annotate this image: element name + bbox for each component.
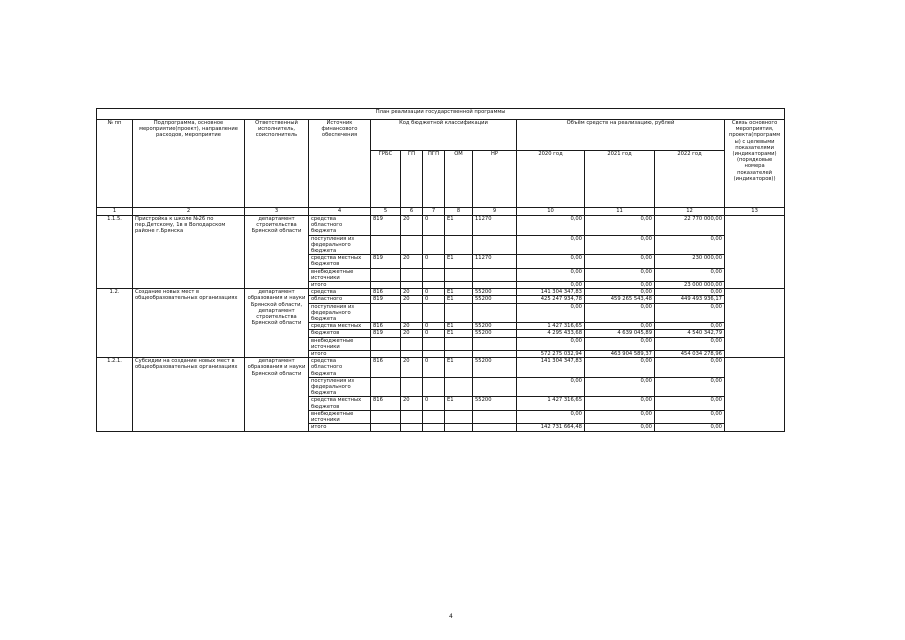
activity-name: Пристройка к школе №26 по пер.Детскому, 1в в Володарском районе г.Брянска bbox=[133, 216, 245, 289]
header-budget-code: Код бюджетной классификации bbox=[371, 120, 517, 151]
header-executor: Ответственный исполнитель, соисполнитель bbox=[245, 120, 309, 208]
code-pgp bbox=[423, 410, 445, 423]
funding-source: средства местных бюджетов bbox=[309, 397, 371, 410]
code-gp bbox=[401, 303, 423, 323]
amount-2022: 0,00 bbox=[655, 235, 725, 255]
code-nr: 55200 bbox=[473, 289, 517, 296]
amount-2021: 0,00 bbox=[585, 216, 655, 236]
amount-2021: 459 265 543,48 bbox=[585, 296, 655, 303]
code-nr bbox=[473, 303, 517, 323]
column-number: 11 bbox=[585, 208, 655, 216]
code-om bbox=[445, 337, 473, 350]
code-gp: 20 bbox=[401, 323, 423, 330]
amount-2022: 230 000,00 bbox=[655, 255, 725, 268]
code-gp bbox=[401, 410, 423, 423]
code-gp bbox=[401, 377, 423, 397]
funding-source: внебюджетные источники bbox=[309, 337, 371, 350]
code-grbs: 816 bbox=[371, 397, 401, 410]
code-om bbox=[445, 410, 473, 423]
header-nr: НР bbox=[473, 151, 517, 208]
code-pgp bbox=[423, 377, 445, 397]
amount-2020: 572 275 032,94 bbox=[517, 351, 585, 358]
amount-2020: 1 427 316,65 bbox=[517, 323, 585, 330]
indicator-link bbox=[725, 358, 785, 431]
funding-source: средства областного бюджета bbox=[309, 358, 371, 378]
funding-source: итого bbox=[309, 351, 371, 358]
amount-2022: 0,00 bbox=[655, 358, 725, 378]
code-pgp: 0 bbox=[423, 289, 445, 296]
code-gp: 20 bbox=[401, 216, 423, 236]
amount-2020: 1 427 316,65 bbox=[517, 397, 585, 410]
code-pgp bbox=[423, 351, 445, 358]
funding-source: итого bbox=[309, 424, 371, 431]
header-grbs: ГРБС bbox=[371, 151, 401, 208]
header-pgp: ПГП bbox=[423, 151, 445, 208]
header-2021: 2021 год bbox=[585, 151, 655, 208]
code-nr: 11270 bbox=[473, 216, 517, 236]
amount-2020: 141 304 347,83 bbox=[517, 289, 585, 296]
program-plan-table bbox=[96, 108, 785, 432]
code-om: Е1 bbox=[445, 296, 473, 303]
code-grbs bbox=[371, 268, 401, 281]
amount-2020: 4 295 433,68 bbox=[517, 330, 585, 337]
funding-source: поступления из федерального бюджета bbox=[309, 235, 371, 255]
code-om: Е1 bbox=[445, 330, 473, 337]
code-pgp: 0 bbox=[423, 216, 445, 236]
code-nr bbox=[473, 282, 517, 289]
amount-2021: 0,00 bbox=[585, 323, 655, 330]
amount-2021: 0,00 bbox=[585, 377, 655, 397]
code-grbs: 819 bbox=[371, 296, 401, 303]
code-om: Е1 bbox=[445, 397, 473, 410]
code-grbs bbox=[371, 235, 401, 255]
header-volume: Объём средств на реализацию, рублей bbox=[517, 120, 725, 151]
code-grbs: 819 bbox=[371, 330, 401, 337]
column-number: 2 bbox=[133, 208, 245, 216]
row-number: 1.1.5. bbox=[97, 216, 133, 289]
indicator-link bbox=[725, 216, 785, 289]
responsible-executor: департамент образования и науки Брянской области bbox=[245, 358, 309, 431]
code-nr bbox=[473, 235, 517, 255]
column-number: 6 bbox=[401, 208, 423, 216]
code-grbs bbox=[371, 282, 401, 289]
code-grbs bbox=[371, 351, 401, 358]
amount-2022: 0,00 bbox=[655, 323, 725, 330]
code-grbs bbox=[371, 424, 401, 431]
header-2022: 2022 год bbox=[655, 151, 725, 208]
amount-2020: 0,00 bbox=[517, 255, 585, 268]
amount-2020: 141 304 347,83 bbox=[517, 358, 585, 378]
table-row bbox=[97, 216, 785, 236]
amount-2020: 0,00 bbox=[517, 337, 585, 350]
amount-2022: 0,00 bbox=[655, 410, 725, 423]
code-nr: 11270 bbox=[473, 255, 517, 268]
header-num: № пп bbox=[97, 120, 133, 208]
code-om bbox=[445, 268, 473, 281]
amount-2022: 0,00 bbox=[655, 289, 725, 296]
responsible-executor: департамент образования и науки Брянской области, департамент строительства Брянской области bbox=[245, 289, 309, 358]
amount-2022: 22 770 000,00 bbox=[655, 216, 725, 236]
code-om bbox=[445, 235, 473, 255]
row-number: 1.2. bbox=[97, 289, 133, 358]
code-grbs bbox=[371, 303, 401, 323]
amount-2022: 4 540 342,79 bbox=[655, 330, 725, 337]
code-nr bbox=[473, 410, 517, 423]
header-om: ОМ bbox=[445, 151, 473, 208]
amount-2020: 0,00 bbox=[517, 377, 585, 397]
code-pgp: 0 bbox=[423, 296, 445, 303]
amount-2021: 0,00 bbox=[585, 358, 655, 378]
amount-2021: 0,00 bbox=[585, 410, 655, 423]
column-number: 1 bbox=[97, 208, 133, 216]
amount-2020: 0,00 bbox=[517, 410, 585, 423]
code-nr bbox=[473, 377, 517, 397]
column-number: 10 bbox=[517, 208, 585, 216]
code-om: Е1 bbox=[445, 323, 473, 330]
amount-2022: 0,00 bbox=[655, 303, 725, 323]
funding-source: поступления из федерального бюджета bbox=[309, 377, 371, 397]
code-nr bbox=[473, 268, 517, 281]
table-row bbox=[97, 358, 785, 378]
code-gp bbox=[401, 337, 423, 350]
amount-2020: 0,00 bbox=[517, 235, 585, 255]
code-pgp: 0 bbox=[423, 323, 445, 330]
funding-source: внебюджетные источники bbox=[309, 410, 371, 423]
amount-2022: 0,00 bbox=[655, 424, 725, 431]
code-pgp bbox=[423, 282, 445, 289]
code-pgp bbox=[423, 424, 445, 431]
funding-source: средства областного бюджета bbox=[309, 216, 371, 236]
amount-2021: 463 904 589,37 bbox=[585, 351, 655, 358]
code-grbs: 819 bbox=[371, 255, 401, 268]
code-om: Е1 bbox=[445, 216, 473, 236]
amount-2022: 0,00 bbox=[655, 397, 725, 410]
code-grbs bbox=[371, 410, 401, 423]
funding-source: средства местных bbox=[309, 323, 371, 330]
header-link: Связь основного мероприятия, проекта(программы) с целевыми показателями (индикаторами) (порядковые номера показателей (индикаторов)) bbox=[725, 120, 785, 208]
funding-source: внебюджетные источники bbox=[309, 268, 371, 281]
code-om bbox=[445, 377, 473, 397]
code-nr: 55200 bbox=[473, 397, 517, 410]
activity-name: Субсидии на создание новых мест в общеобразовательных организациях bbox=[133, 358, 245, 431]
code-gp bbox=[401, 351, 423, 358]
code-gp bbox=[401, 235, 423, 255]
funding-source: поступления из федерального бюджета bbox=[309, 303, 371, 323]
code-om bbox=[445, 351, 473, 358]
row-number: 1.2.1. bbox=[97, 358, 133, 431]
indicator-link bbox=[725, 289, 785, 358]
code-om: Е1 bbox=[445, 289, 473, 296]
amount-2020: 142 731 664,48 bbox=[517, 424, 585, 431]
code-om: Е1 bbox=[445, 358, 473, 378]
code-om: Е1 bbox=[445, 255, 473, 268]
code-om bbox=[445, 424, 473, 431]
amount-2020: 425 247 934,78 bbox=[517, 296, 585, 303]
code-pgp: 0 bbox=[423, 358, 445, 378]
page-number: 4 bbox=[449, 613, 453, 620]
code-nr: 55200 bbox=[473, 296, 517, 303]
column-number: 7 bbox=[423, 208, 445, 216]
table-title: План реализации государственной программы bbox=[97, 109, 785, 120]
funding-source: средства bbox=[309, 289, 371, 296]
amount-2021: 0,00 bbox=[585, 255, 655, 268]
header-source: Источник финансового обеспечения bbox=[309, 120, 371, 208]
amount-2021: 0,00 bbox=[585, 303, 655, 323]
column-number: 13 bbox=[725, 208, 785, 216]
code-gp bbox=[401, 282, 423, 289]
funding-source: бюджетов bbox=[309, 330, 371, 337]
header-gp: ГП bbox=[401, 151, 423, 208]
code-gp: 20 bbox=[401, 289, 423, 296]
amount-2021: 0,00 bbox=[585, 235, 655, 255]
amount-2020: 0,00 bbox=[517, 303, 585, 323]
code-gp bbox=[401, 268, 423, 281]
code-om bbox=[445, 282, 473, 289]
code-gp: 20 bbox=[401, 296, 423, 303]
activity-name: Создание новых мест в общеобразовательных организациях bbox=[133, 289, 245, 358]
code-gp bbox=[401, 424, 423, 431]
amount-2021: 0,00 bbox=[585, 424, 655, 431]
amount-2022: 0,00 bbox=[655, 337, 725, 350]
amount-2022: 454 034 278,96 bbox=[655, 351, 725, 358]
code-pgp: 0 bbox=[423, 255, 445, 268]
code-pgp bbox=[423, 268, 445, 281]
amount-2021: 0,00 bbox=[585, 268, 655, 281]
column-number: 12 bbox=[655, 208, 725, 216]
code-grbs: 816 bbox=[371, 289, 401, 296]
code-pgp: 0 bbox=[423, 330, 445, 337]
code-nr bbox=[473, 337, 517, 350]
amount-2020: 0,00 bbox=[517, 268, 585, 281]
code-pgp bbox=[423, 235, 445, 255]
code-pgp bbox=[423, 303, 445, 323]
table-row bbox=[97, 289, 785, 296]
code-gp: 20 bbox=[401, 397, 423, 410]
amount-2021: 0,00 bbox=[585, 337, 655, 350]
responsible-executor: департамент строительства Брянской области bbox=[245, 216, 309, 289]
amount-2022: 0,00 bbox=[655, 268, 725, 281]
amount-2022: 0,00 bbox=[655, 377, 725, 397]
amount-2020: 0,00 bbox=[517, 216, 585, 236]
code-nr: 55200 bbox=[473, 323, 517, 330]
header-name: Подпрограмма, основное мероприятие(проект), направление расходов, мероприятие bbox=[133, 120, 245, 208]
code-grbs bbox=[371, 377, 401, 397]
code-nr bbox=[473, 424, 517, 431]
amount-2021: 0,00 bbox=[585, 289, 655, 296]
amount-2020: 0,00 bbox=[517, 282, 585, 289]
funding-source: средства местных бюджетов bbox=[309, 255, 371, 268]
code-grbs bbox=[371, 337, 401, 350]
code-grbs: 816 bbox=[371, 323, 401, 330]
code-gp: 20 bbox=[401, 255, 423, 268]
amount-2021: 0,00 bbox=[585, 282, 655, 289]
amount-2022: 449 493 936,17 bbox=[655, 296, 725, 303]
code-grbs: 819 bbox=[371, 216, 401, 236]
code-grbs: 816 bbox=[371, 358, 401, 378]
funding-source: итого bbox=[309, 282, 371, 289]
amount-2021: 4 639 045,89 bbox=[585, 330, 655, 337]
code-pgp: 0 bbox=[423, 397, 445, 410]
code-nr bbox=[473, 351, 517, 358]
code-nr: 55200 bbox=[473, 330, 517, 337]
header-2020: 2020 год bbox=[517, 151, 585, 208]
column-number: 9 bbox=[473, 208, 517, 216]
funding-source: областного bbox=[309, 296, 371, 303]
code-gp: 20 bbox=[401, 358, 423, 378]
column-number: 5 bbox=[371, 208, 401, 216]
column-number: 8 bbox=[445, 208, 473, 216]
column-number: 4 bbox=[309, 208, 371, 216]
code-om bbox=[445, 303, 473, 323]
amount-2021: 0,00 bbox=[585, 397, 655, 410]
column-number: 3 bbox=[245, 208, 309, 216]
amount-2022: 23 000 000,00 bbox=[655, 282, 725, 289]
code-nr: 55200 bbox=[473, 358, 517, 378]
code-pgp bbox=[423, 337, 445, 350]
code-gp: 20 bbox=[401, 330, 423, 337]
column-number-row bbox=[97, 208, 785, 216]
